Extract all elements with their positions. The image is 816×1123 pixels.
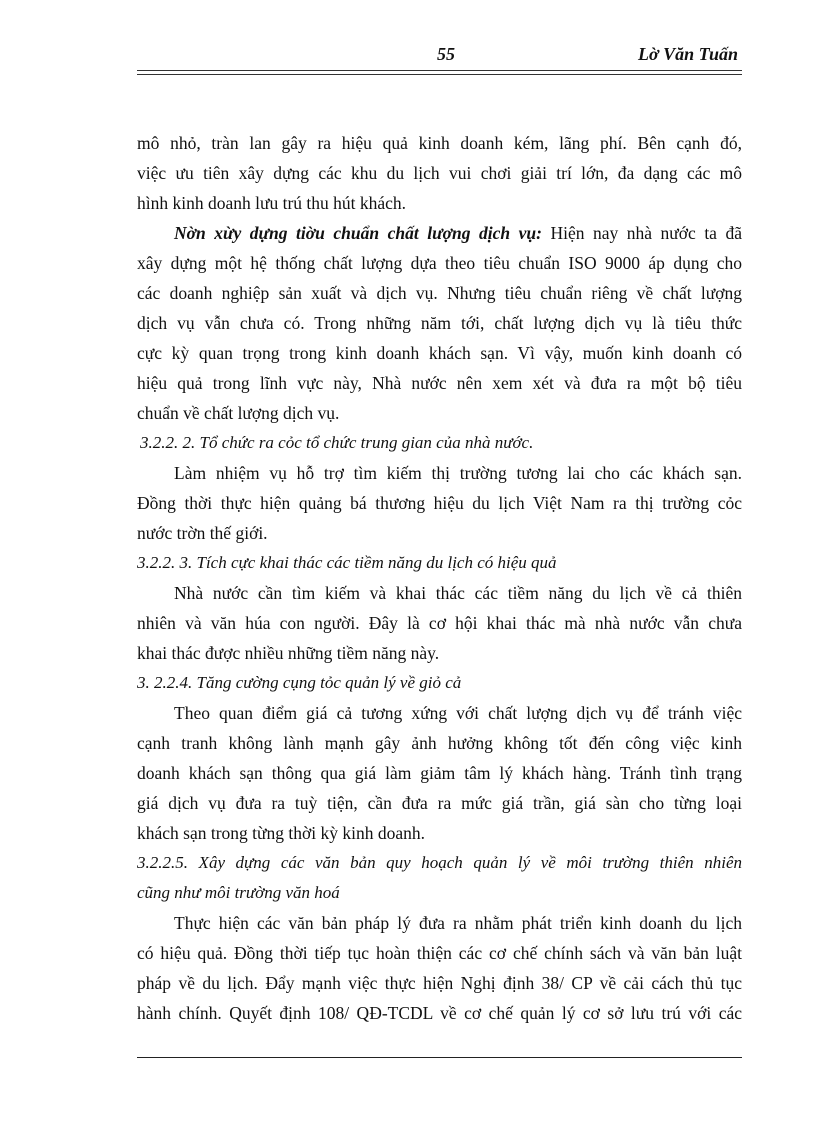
text-line: pháp về du lịch. Đẩy mạnh việc thực hiện Nghị định 38/ CP về cải cách thủ tục xyxy=(137,973,742,993)
text-line: khai thác được nhiều những tiềm năng này. xyxy=(137,643,440,663)
text-line: cạnh tranh không lành mạnh gây ảnh hưởng không tốt đến công việc kinh xyxy=(137,733,742,753)
text-line: khách sạn trong từng thời kỳ kinh doanh. xyxy=(137,823,426,843)
text-line: có hiệu quả. Đồng thời tiếp tục hoàn thiện các cơ chế chính sách và văn bản luật xyxy=(137,943,742,963)
lead-in-heading: Nờn xừy dựng tiờu chuẩn chất lượng dịch vụ: xyxy=(174,223,542,243)
page-number: 55 xyxy=(437,44,455,64)
author-name: Lờ Văn Tuấn xyxy=(637,44,738,64)
text-line: Làm nhiệm vụ hỗ trợ tìm kiếm thị trường tương lai cho các khách sạn. xyxy=(174,463,742,483)
text-line-rest: Hiện nay nhà nước ta đã xyxy=(550,223,742,243)
section-heading: 3.2.2.5. Xây dựng các văn bản quy hoạch quản lý về môi trường thiên nhiên xyxy=(137,853,742,872)
document-body xyxy=(137,128,742,1028)
text-line: Thực hiện các văn bản pháp lý đưa ra nhằm phát triển kinh doanh du lịch xyxy=(174,913,742,933)
text-line: nước trờn thế giới. xyxy=(137,523,268,543)
text-line xyxy=(137,218,742,248)
text-line: Nhà nước cần tìm kiếm và khai thác các tiềm năng du lịch về cả thiên xyxy=(174,583,742,603)
footer-rule xyxy=(137,1057,742,1058)
page-header xyxy=(137,44,742,66)
text-line: việc ưu tiên xây dựng các khu du lịch vui chơi giải trí lớn, đa dạng các mô xyxy=(137,163,742,183)
section-heading: 3.2.2. 2. Tổ chức ra cỏc tổ chức trung gian của nhà nước. xyxy=(140,433,534,452)
text-line: dịch vụ vẫn chưa có. Trong những năm tới, chất lượng dịch vụ là tiêu thức xyxy=(137,313,742,333)
text-line: hình kinh doanh lưu trú thu hút khách. xyxy=(137,193,407,213)
section-heading-cont: cũng như môi trường văn hoá xyxy=(137,883,340,902)
text-line: Theo quan điểm giá cả tương xứng với chất lượng dịch vụ để tránh việc xyxy=(174,703,742,723)
text-line: cực kỳ quan trọng trong kinh doanh khách sạn. Vì vậy, muốn kinh doanh có xyxy=(137,343,742,363)
text-line: chuẩn về chất lượng dịch vụ. xyxy=(137,403,340,423)
text-line: xây dựng một hệ thống chất lượng dựa theo tiêu chuẩn ISO 9000 áp dụng cho xyxy=(137,253,742,273)
text-line: Đồng thời thực hiện quảng bá thương hiệu du lịch Việt Nam ra thị trường cỏc xyxy=(137,493,742,513)
text-line: các doanh nghiệp sản xuất và dịch vụ. Nhưng tiêu chuẩn riêng về chất lượng xyxy=(137,283,742,303)
section-heading: 3. 2.2.4. Tăng cường cụng tỏc quản lý về giỏ cả xyxy=(137,673,462,692)
text-line: mô nhỏ, tràn lan gây ra hiệu quả kinh doanh kém, lãng phí. Bên cạnh đó, xyxy=(137,133,742,153)
text-line: nhiên và văn húa con người. Đây là cơ hội khai thác mà nhà nước vẫn chưa xyxy=(137,613,742,633)
text-line: hiệu quả trong lĩnh vực này, Nhà nước nên xem xét và đưa ra một bộ tiêu xyxy=(137,373,742,393)
text-line: giá dịch vụ đưa ra tuỳ tiện, cần đưa ra mức giá trần, giá sàn cho từng loại xyxy=(137,793,742,813)
text-line: doanh khách sạn thông qua giá làm giảm tâm lý khách hàng. Tránh tình trạng xyxy=(137,763,742,783)
section-heading: 3.2.2. 3. Tích cực khai thác các tiềm năng du lịch có hiệu quả xyxy=(137,553,557,572)
header-rule xyxy=(137,70,742,75)
text-line: hành chính. Quyết định 108/ QĐ-TCDL về cơ chế quản lý cơ sở lưu trú với các xyxy=(137,1003,742,1023)
